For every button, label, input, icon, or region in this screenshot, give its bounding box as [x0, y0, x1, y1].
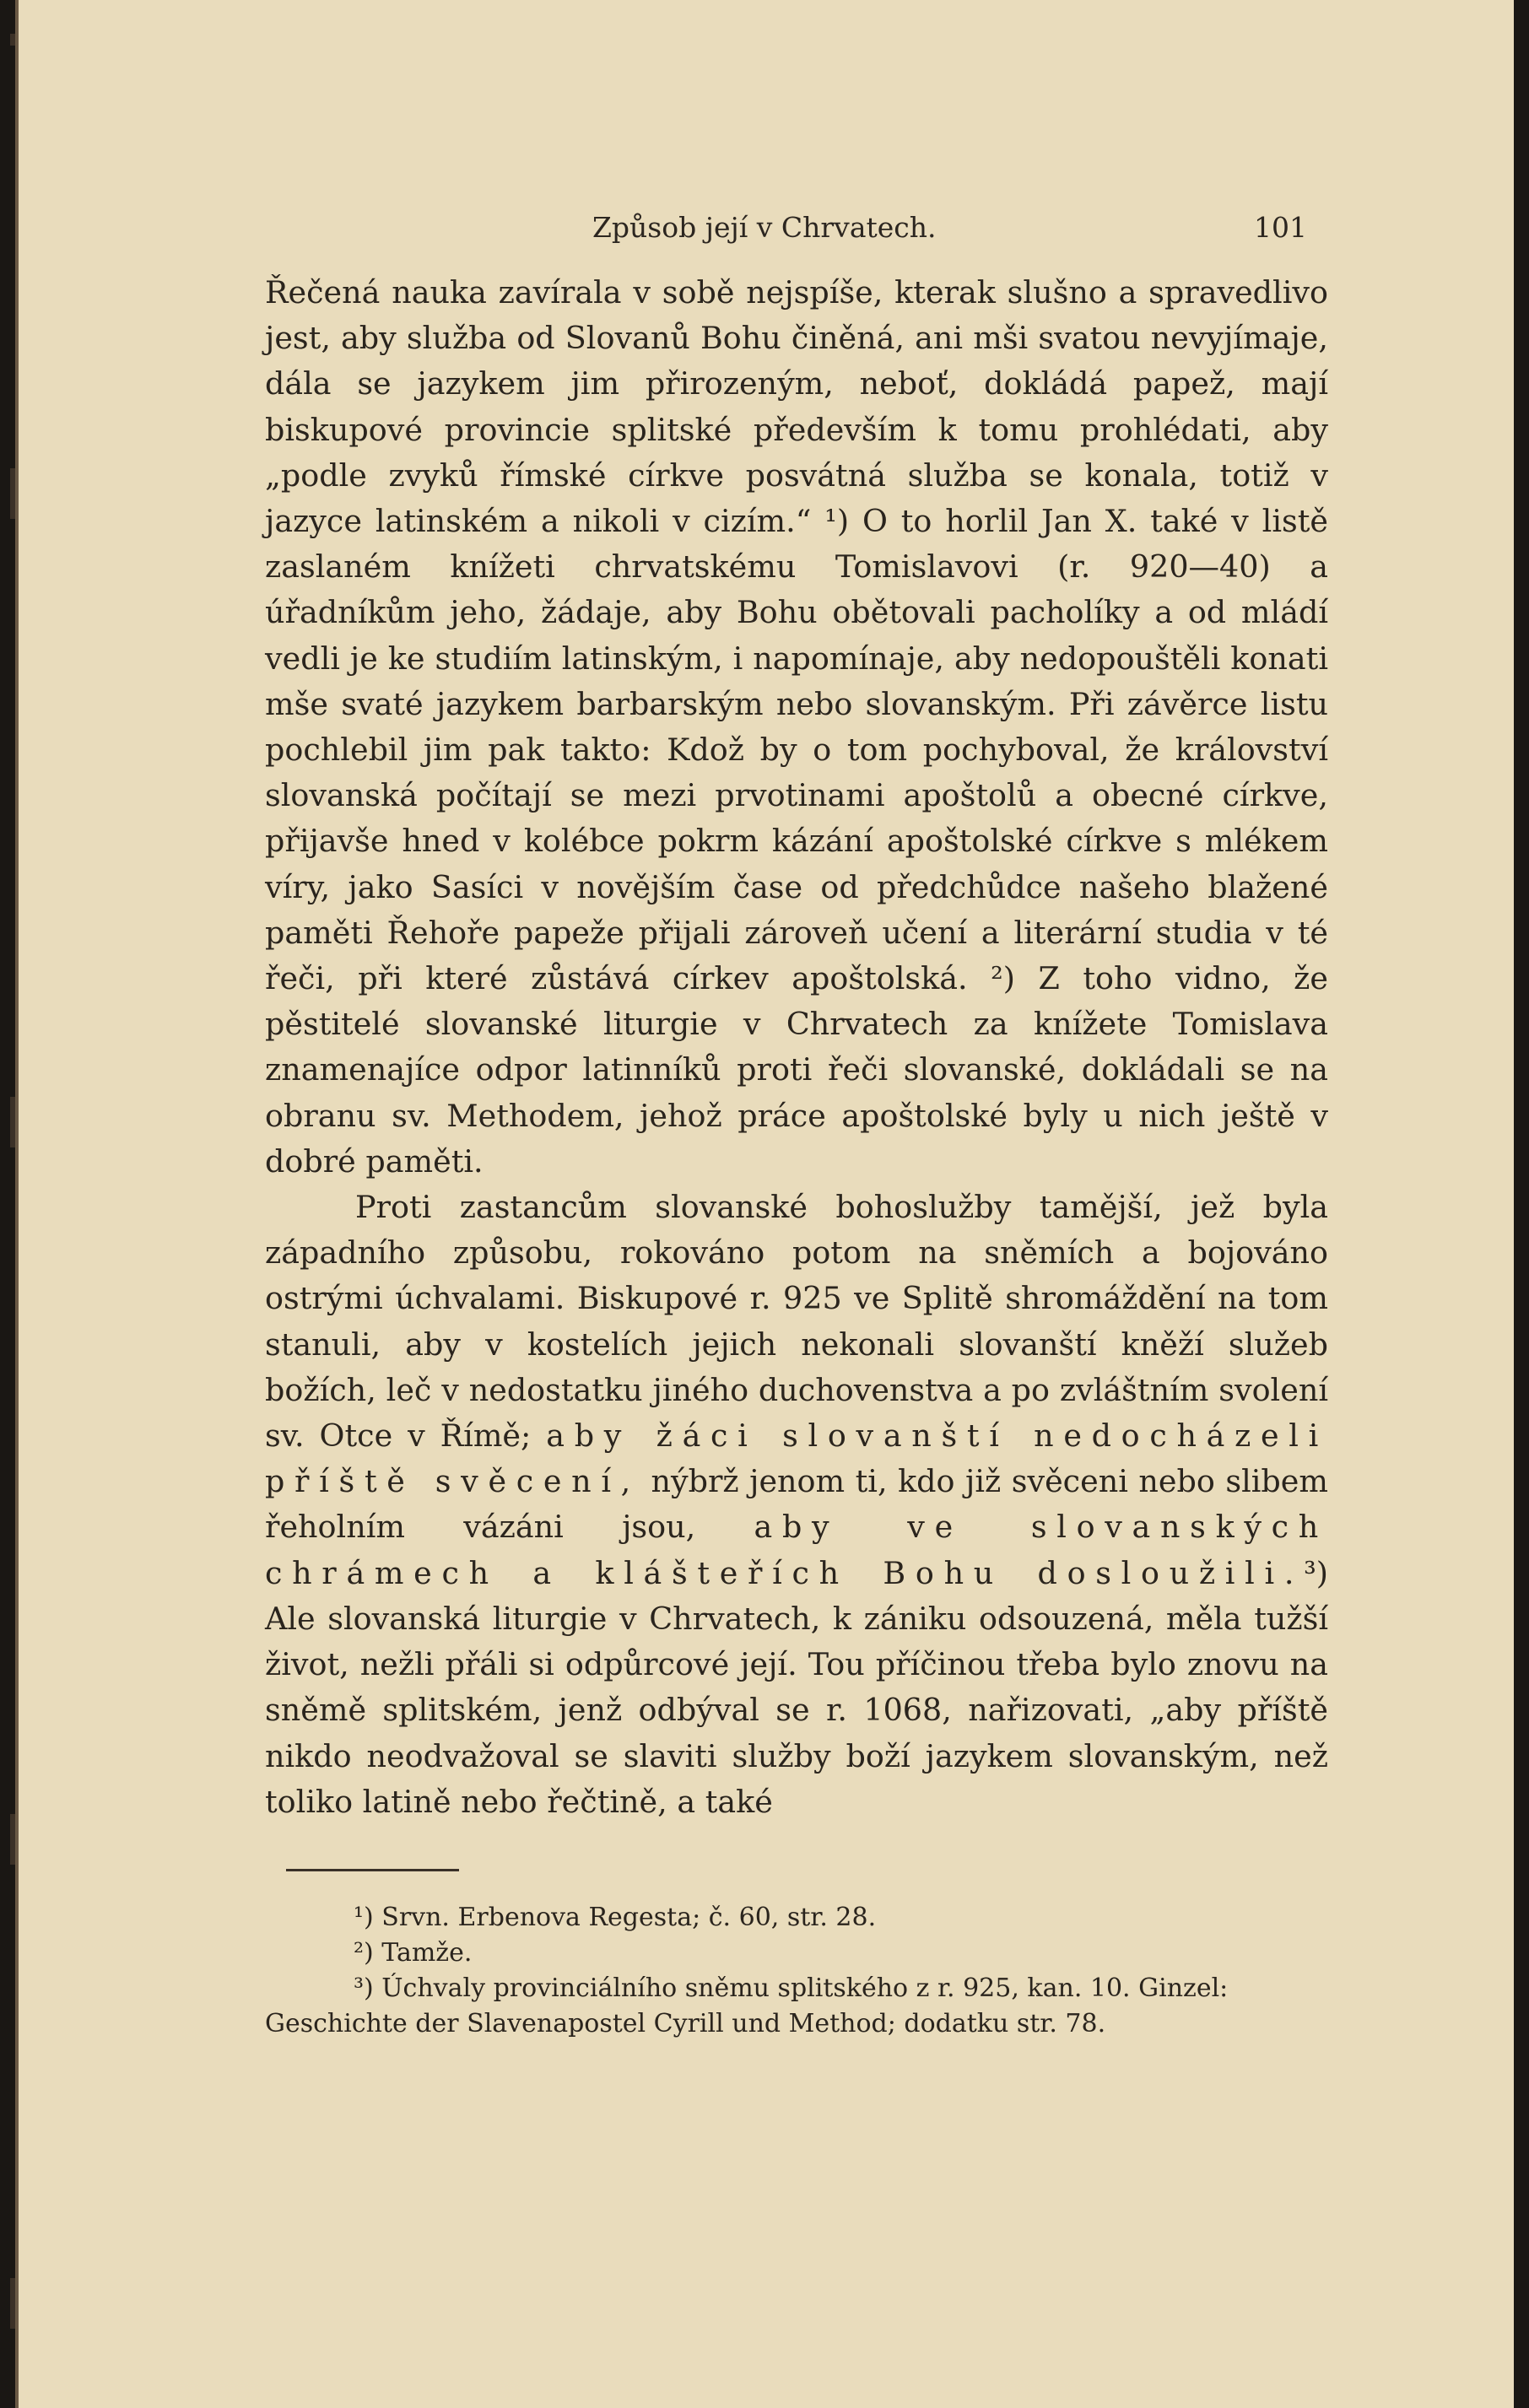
book-page — [15, 0, 1514, 2408]
footnotes — [265, 1900, 1328, 2042]
page-number: 101 — [1254, 211, 1307, 244]
footnote: ²) Tamže. — [354, 1938, 473, 1968]
emphasis-text: aby žáci slovanští nedocházeli příště svěcení, — [265, 1417, 1328, 1500]
paragraph — [265, 1185, 1328, 1825]
text-run: Proti zastancům slovanské bohoslužby tamější, jež byla západního způsobu, rokováno potom na sněmích a bojováno ostrými úchvalami. Biskupové r. 925 ve Splitě shromáždění na tom stanuli, aby v kostelích jejich nekonali slovanští kněží služeb božích, leč v nedostatku jiného duchovenstva a po zvláštním svolení sv. Otce v Římě; — [265, 1189, 1328, 1455]
running-header — [263, 211, 1307, 253]
footnote-continuation: Geschichte der Slavenapostel Cyrill und Method; dodatku str. 78. — [265, 2009, 1106, 2038]
footnote: ³) Úchvaly provinciálního sněmu splitského z r. 925, kan. 10. Ginzel: — [354, 1973, 1229, 2003]
body-text — [265, 270, 1328, 1825]
emphasis-text: aby ve slovanských chrámech a klášteřích Bohu dosloužili. — [265, 1509, 1328, 1591]
text-run: nýbrž jenom ti, kdo již svěceni nebo slibem řeholním vázáni jsou, — [265, 1463, 1328, 1546]
chapter-title: Způsob její v Chrvatech. — [592, 211, 937, 244]
footnote: ¹) Srvn. Erbenova Regesta; č. 60, str. 28. — [354, 1903, 877, 1932]
text-run: ³) Ale slovanská liturgie v Chrvatech, k zániku odsouzená, měla tužší život, nežli přáli si odpůrcové její. Tou příčinou třeba bylo znovu na sněmě splitském, jenž odbýval se r. 1068, nařizovati, „aby příště nikdo neodvažoval se slaviti služby boží jazykem slovanským, než toliko latině nebo řečtině, a také — [265, 1554, 1328, 1820]
paragraph: Řečená nauka zavírala v sobě nejspíše, kterak slušno a spravedlivo jest, aby služba od Slovanů Bohu činěná, ani mši svatou nevyjímaje, dála se jazykem jim přirozeným, neboť, dokládá papež, mají biskupové provincie splitské především k tomu prohlédati, aby „podle zvyků římské církve posvátná služba se konala, totiž v jazyce latinském a nikoli v cizím.“ ¹) O to horlil Jan X. také v listě zaslaném knížeti chrvatskému Tomislavovi (r. 920—40) a úřadníkům jeho, žádaje, aby Bohu obětovali pacholíky a od mládí vedli je ke studiím latinským, i napomínaje, aby nedopouštěli konati mše svaté jazykem barbarským nebo slovanským. Při závěrce listu pochlebil jim pak takto: Kdož by o tom pochyboval, že království slovanská počítají se mezi prvotinami apoštolů a obecné církve, přijavše hned v kolébce pokrm kázání apoštolské církve s mlékem víry, jako Sasíci v novějším čase od předchůdce našeho blažené paměti Řehoře papeže přijali zároveň učení a literární studia v té řeči, při které zůstává církev apoštolská. ²) Z toho vidno, že pěstitelé slovanské liturgie v Chrvatech za knížete Tomislava znamenajíce odpor latinníků proti řeči slovanské, dokládali se na obranu sv. Methodem, jehož práce apoštolské byly u nich ještě v dobré paměti. — [265, 274, 1328, 1180]
footnote-separator — [286, 1869, 459, 1871]
